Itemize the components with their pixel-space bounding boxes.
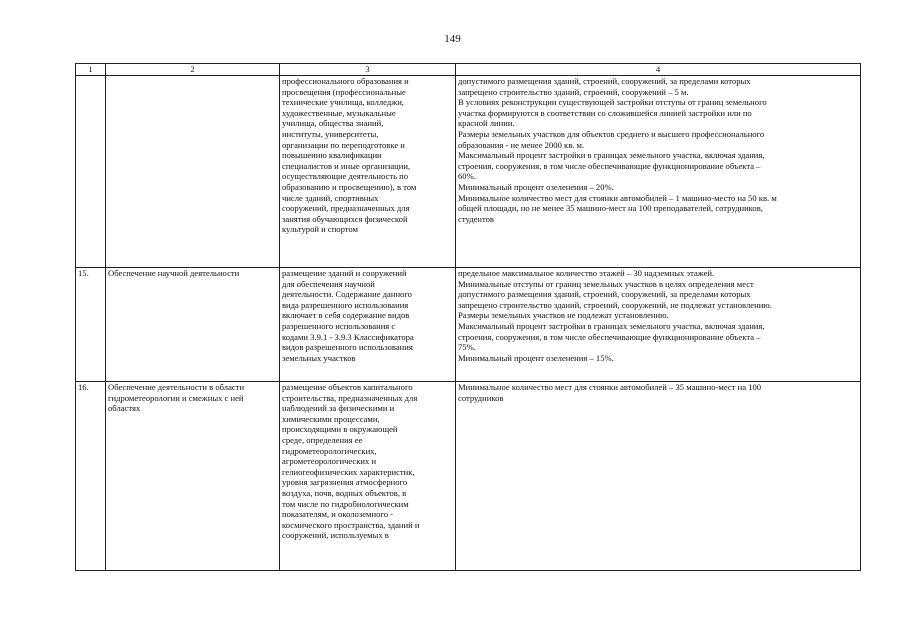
usage-parameters: допустимого размещения зданий, строений, сооружений, за пределами которых запрещено строительство зданий, строений, сооружений – 5 м. В условиях реконструкции существующей застройки отступы от границ земельного участка формируются в соответствии со сложившейся линией застройки или по красной линии. Размеры земельных участков для объектов среднего и высшего профессионального образования - не менее 2000 кв. м. Максимальный процент застройки в границах земельного участка, включая здания, строения, сооружения, в том числе обеспечивающие функционирование объекта – 60%. Минимальный процент озеленения – 20%. Минимальное количество мест для стоянки автомобилей – 1 машино-место на 50 кв. м общей площади, но не менее 35 машино-мест на 100 преподавателей, сотрудников, студентов [456,76,861,268]
usage-parameters: Минимальное количество мест для стоянки автомобилей – 35 машино-мест на 100 сотрудников [456,382,861,571]
usage-description: размещение объектов капитального строительства, предназначенных для наблюдений за физическими и химическими процессами, происходящими в окружающей среде, определения ее гидрометеорологических, агрометеорологических и гелиогеофизических характеристик, уровня загрязнения атмосферного воздуха, почв, водных объектов, в том числе по гидробиологическим показателям, и околоземного - космического пространства, зданий и сооружений, используемых в [280,382,456,571]
usage-description: профессионального образования и просвещения (профессиональные технические училища, колледжи, художественные, музыкальные училища, общества знаний, институты, университеты, организации по переподготовке и повышению квалификации специалистов и иные организации, осуществляющие деятельность по образованию и просвещению), в том числе зданий, спортивных сооружений, предназначенных для занятия обучающихся физической культурой и спортом [280,76,456,268]
row-number: 16. [76,382,106,571]
header-row [76,64,861,76]
row-number [76,76,106,268]
column-header-3: 3 [280,64,456,76]
table-row [76,268,861,382]
usage-name: Обеспечение деятельности в области гидрометеорологии и смежных с ней областях [106,382,280,571]
column-header-1: 1 [76,64,106,76]
column-header-4: 4 [456,64,861,76]
usage-name [106,76,280,268]
table-row [76,382,861,571]
table-row [76,76,861,268]
usage-parameters: предельное максимальное количество этажей – 30 надземных этажей. Минимальные отступы от границ земельных участков в целях определения мест допустимого размещения зданий, строений, сооружений, за пределами которых запрещено строительство зданий, строений, сооружений, не подлежат установлению. Размеры земельных участков не подлежат установлению. Максимальный процент застройки в границах земельного участка, включая здания, строения, сооружения, в том числе обеспечивающие функционирование объекта – 75%. Минимальный процент озеленения – 15%. [456,268,861,382]
usage-name: Обеспечение научной деятельности [106,268,280,382]
usage-description: размещение зданий и сооружений для обеспечения научной деятельности. Содержание данного вида разрешенного использования включает в себя содержание видов разрешенного использования с кодами 3.9.1 - 3.9.3 Классификатора видов разрешенного использования земельных участков [280,268,456,382]
row-number: 15. [76,268,106,382]
regulations-table [75,63,861,571]
column-header-2: 2 [106,64,280,76]
page-number: 149 [444,33,461,45]
